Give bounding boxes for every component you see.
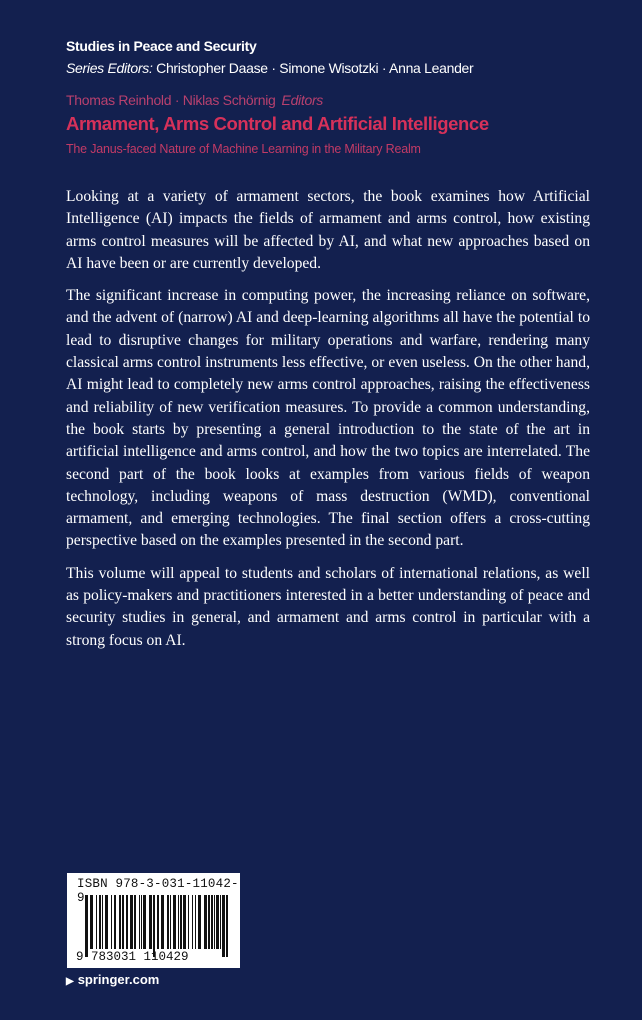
barcode-bar <box>96 895 97 949</box>
barcode-bar <box>153 895 155 957</box>
authors-role: Editors <box>281 92 324 108</box>
barcode-bar <box>170 895 171 949</box>
barcode-bar <box>226 895 228 957</box>
barcode-bar <box>192 895 193 949</box>
barcode-bar <box>85 895 88 957</box>
barcode-bar <box>188 895 189 949</box>
barcode-bar <box>90 895 93 949</box>
barcode-bar <box>105 895 108 949</box>
barcode-bar <box>204 895 207 949</box>
barcode-bar <box>180 895 182 949</box>
barcode-digits: 9 783031 110429 <box>76 950 189 964</box>
barcode-bar <box>157 895 159 949</box>
barcode-bar <box>139 895 140 949</box>
book-subtitle: The Janus-faced Nature of Machine Learning in the Military Realm <box>66 142 421 156</box>
barcode-bar <box>178 895 179 949</box>
barcode-bar <box>220 895 221 949</box>
barcode-bar <box>102 895 103 949</box>
publisher-link[interactable] <box>66 972 159 987</box>
authors-names: Thomas Reinhold · Niklas Schörnig <box>66 92 276 108</box>
publisher-url: springer.com <box>77 972 160 987</box>
barcode-bar <box>195 895 196 949</box>
blurb-paragraph: Looking at a variety of armament sectors, the book examines how Artificial Intelligence (AI) impacts the fields of armament and arms control, how existing arms control measures will be affected by AI, and what new approaches based on AI have been or are currently developed. <box>66 188 590 272</box>
barcode-bar <box>114 895 116 949</box>
isbn-barcode <box>67 873 240 968</box>
series-name: Studies in Peace and Security <box>66 38 257 54</box>
barcode-bar <box>222 895 225 957</box>
barcode-bar <box>208 895 210 949</box>
barcode-bar <box>214 895 215 949</box>
series-editors <box>66 60 473 76</box>
barcode-bar <box>126 895 128 949</box>
barcode-bar <box>143 895 146 949</box>
barcode-bar <box>173 895 176 949</box>
barcode-bar <box>167 895 169 949</box>
barcode-bar <box>141 895 142 949</box>
barcode-bar <box>111 895 112 949</box>
barcode-bar <box>198 895 201 949</box>
barcode-bar <box>122 895 124 949</box>
blurb-paragraph: The significant increase in computing power, the increasing reliance on software, and the advent of (narrow) AI and deep-learning algorithms all have the potential to lead to disruptive changes for military operations and warfare, rendering many classical arms control instruments less effective, or even useless. On the other hand, AI might lead to completely new arms control approaches, raising the effectiveness and reliability of new verification measures. To provide a common understanding, the book starts by presenting a general introduction to the state of the art in artificial intelligence and arms control, and how the two topics are interrelated. The second part of the book looks at examples from various fields of weapon technology, including weapons of mass destruction (WMD), conventional armament, and emerging technologies. The final section offers a cross-cutting perspective based on the examples presented in the second part. <box>66 287 590 550</box>
barcode-bar <box>99 895 101 949</box>
blurb-paragraph: This volume will appeal to students and scholars of international relations, as well as policy-makers and practitioners interested in a better understanding of peace and security studies in general, and armament and arms control in particular with a strong focus on AI. <box>66 564 590 649</box>
barcode-bar <box>134 895 136 949</box>
barcode-bar <box>130 895 133 949</box>
barcode-bar <box>149 895 152 949</box>
barcode-bar <box>183 895 186 949</box>
barcode-bar <box>161 895 164 949</box>
barcode-bar <box>119 895 121 949</box>
blurb <box>66 186 590 662</box>
barcode-bar <box>211 895 213 949</box>
series-editors-label: Series Editors: <box>66 60 153 76</box>
isbn-label: ISBN 978-3-031-11042-9 <box>77 877 239 905</box>
book-title: Armament, Arms Control and Artificial Intelligence <box>66 113 489 134</box>
triangle-right-icon: ▶ <box>66 976 74 987</box>
book-authors <box>66 92 323 108</box>
barcode-bar <box>216 895 219 949</box>
series-editors-names: Christopher Daase · Simone Wisotzki · Anna Leander <box>156 60 474 76</box>
